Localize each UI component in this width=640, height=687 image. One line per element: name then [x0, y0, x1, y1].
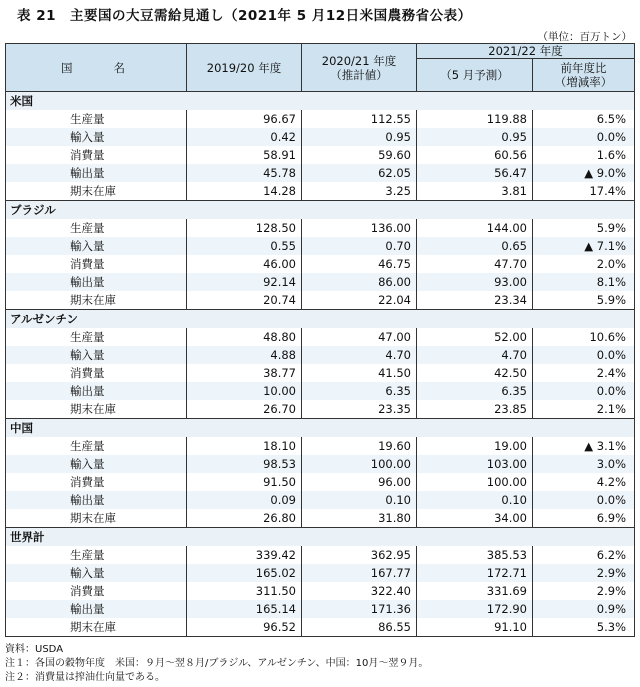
value-2019: 339.42	[187, 546, 302, 564]
value-change: 2.1%	[533, 400, 635, 419]
value-2020: 96.00	[302, 473, 417, 491]
item-label: 消費量	[70, 148, 105, 162]
value-2021: 34.00	[417, 509, 533, 528]
value-2020: 62.05	[302, 164, 417, 182]
value-2021: 4.70	[417, 346, 533, 364]
value-2020: 100.00	[302, 455, 417, 473]
table-row	[6, 600, 635, 618]
value-change: 5.3%	[533, 618, 635, 637]
value-2019: 58.91	[187, 146, 302, 164]
note-2: 注２：消費量は搾油仕向量である。	[5, 672, 165, 683]
group-row	[6, 201, 635, 220]
value-change: 0.9%	[533, 600, 635, 618]
value-2020: 322.40	[302, 582, 417, 600]
value-change: 0.0%	[533, 491, 635, 509]
value-change: ▲ 7.1%	[533, 237, 635, 255]
item-label: 消費量	[70, 257, 105, 271]
table-row	[6, 128, 635, 146]
item-label: 輸出量	[6, 273, 187, 291]
value-2019: 165.02	[187, 564, 302, 582]
value-change: 6.9%	[533, 509, 635, 528]
value-2021: 331.69	[417, 582, 533, 600]
value-2019: 10.00	[187, 382, 302, 400]
table-row	[6, 582, 635, 600]
table-row	[6, 255, 635, 273]
item-label: 生産量	[70, 548, 105, 562]
value-2020: 167.77	[302, 564, 417, 582]
note-1: 注１：各国の穀物年度 米国：９月～翌８月/ブラジル、アルゼンチン、中国：10月～翌９月。	[5, 658, 429, 669]
value-2019: 96.67	[187, 110, 302, 128]
value-2021: 93.00	[417, 273, 533, 291]
item-label: 消費量	[70, 366, 105, 380]
value-change: 3.0%	[533, 455, 635, 473]
header-2020-line1: 2020/21 年度	[321, 53, 397, 68]
header-2020	[302, 44, 417, 92]
value-2019: 18.10	[187, 437, 302, 455]
header-2021-group: 2021/22 年度	[417, 44, 635, 59]
item-label: 生産量	[70, 439, 105, 453]
table-row	[6, 219, 635, 237]
value-2020: 0.70	[302, 237, 417, 255]
value-2019: 0.42	[187, 128, 302, 146]
value-2020: 47.00	[302, 328, 417, 346]
table-row	[6, 110, 635, 128]
table-row	[6, 618, 635, 637]
group-name: 世界計	[6, 528, 635, 547]
item-label: 生産量	[70, 330, 105, 344]
value-2019: 46.00	[187, 255, 302, 273]
value-2021: 172.71	[417, 564, 533, 582]
value-2021: 47.70	[417, 255, 533, 273]
value-change: 2.9%	[533, 582, 635, 600]
header-2019: 2019/20 年度	[187, 44, 302, 92]
value-2020: 0.95	[302, 128, 417, 146]
group-row	[6, 419, 635, 438]
table-row	[6, 146, 635, 164]
value-2020: 6.35	[302, 382, 417, 400]
value-2021: 6.35	[417, 382, 533, 400]
header-change	[533, 59, 635, 92]
value-2020: 86.00	[302, 273, 417, 291]
item-label: 輸出量	[6, 491, 187, 509]
value-2019: 0.09	[187, 491, 302, 509]
item-label: 生産量	[70, 221, 105, 235]
item-label: 輸出量	[6, 600, 187, 618]
table-row	[6, 473, 635, 491]
item-label: 期末在庫	[70, 293, 116, 307]
group-name: アルゼンチン	[6, 310, 635, 329]
value-2019: 92.14	[187, 273, 302, 291]
item-label: 輸入量	[6, 564, 187, 582]
value-2021: 23.85	[417, 400, 533, 419]
value-2019: 165.14	[187, 600, 302, 618]
value-change: 6.2%	[533, 546, 635, 564]
value-2019: 4.88	[187, 346, 302, 364]
item-label: 期末在庫	[70, 402, 116, 416]
value-2021: 172.90	[417, 600, 533, 618]
group-name: ブラジル	[6, 201, 635, 220]
value-2020: 3.25	[302, 182, 417, 201]
table-row	[6, 546, 635, 564]
table-row	[6, 182, 635, 201]
value-2020: 23.35	[302, 400, 417, 419]
group-row	[6, 92, 635, 111]
header-change-line2: （増減率）	[554, 75, 613, 89]
value-change: 2.0%	[533, 255, 635, 273]
table-row	[6, 346, 635, 364]
table-row	[6, 291, 635, 310]
value-2021: 144.00	[417, 219, 533, 237]
value-change: 5.9%	[533, 219, 635, 237]
item-label: 輸出量	[6, 382, 187, 400]
value-2020: 31.80	[302, 509, 417, 528]
value-2019: 14.28	[187, 182, 302, 201]
notes	[5, 643, 428, 685]
table-row	[6, 400, 635, 419]
value-2019: 48.80	[187, 328, 302, 346]
value-2021: 3.81	[417, 182, 533, 201]
soybean-supply-table	[5, 43, 635, 637]
value-2021: 23.34	[417, 291, 533, 310]
item-label: 期末在庫	[70, 511, 116, 525]
value-2021: 119.88	[417, 110, 533, 128]
value-change: ▲ 9.0%	[533, 164, 635, 182]
value-2020: 171.36	[302, 600, 417, 618]
item-label: 輸出量	[6, 164, 187, 182]
value-2021: 0.65	[417, 237, 533, 255]
item-label: 消費量	[70, 584, 105, 598]
value-change: 4.2%	[533, 473, 635, 491]
value-2021: 56.47	[417, 164, 533, 182]
value-change: 5.9%	[533, 291, 635, 310]
value-2020: 22.04	[302, 291, 417, 310]
value-change: 2.9%	[533, 564, 635, 582]
value-2021: 103.00	[417, 455, 533, 473]
item-label: 生産量	[70, 112, 105, 126]
value-2020: 136.00	[302, 219, 417, 237]
value-change: 10.6%	[533, 328, 635, 346]
table-row	[6, 509, 635, 528]
value-2021: 60.56	[417, 146, 533, 164]
value-change: 6.5%	[533, 110, 635, 128]
value-2021: 52.00	[417, 328, 533, 346]
group-name: 米国	[6, 92, 635, 111]
value-change: ▲ 3.1%	[533, 437, 635, 455]
value-2019: 38.77	[187, 364, 302, 382]
table-row	[6, 164, 635, 182]
value-change: 8.1%	[533, 273, 635, 291]
value-2021: 42.50	[417, 364, 533, 382]
table-row	[6, 328, 635, 346]
value-2019: 45.78	[187, 164, 302, 182]
value-2020: 59.60	[302, 146, 417, 164]
value-2021: 385.53	[417, 546, 533, 564]
value-change: 1.6%	[533, 146, 635, 164]
group-row	[6, 528, 635, 547]
value-2020: 86.55	[302, 618, 417, 637]
value-2019: 96.52	[187, 618, 302, 637]
value-2021: 19.00	[417, 437, 533, 455]
note-source: 資料：USDA	[5, 644, 64, 655]
item-label: 期末在庫	[70, 184, 116, 198]
value-2020: 4.70	[302, 346, 417, 364]
item-label: 輸入量	[6, 128, 187, 146]
table-row	[6, 237, 635, 255]
table-row	[6, 382, 635, 400]
value-change: 0.0%	[533, 346, 635, 364]
item-label: 期末在庫	[6, 618, 187, 637]
value-change: 0.0%	[533, 382, 635, 400]
item-label: 輸入量	[6, 346, 187, 364]
table-row	[6, 273, 635, 291]
value-2019: 91.50	[187, 473, 302, 491]
item-label: 輸入量	[6, 455, 187, 473]
value-2019: 98.53	[187, 455, 302, 473]
header-2021-forecast: （5 月予測）	[417, 59, 533, 92]
group-row	[6, 310, 635, 329]
table-row	[6, 437, 635, 455]
value-2021: 0.95	[417, 128, 533, 146]
value-2021: 91.10	[417, 618, 533, 637]
value-2020: 0.10	[302, 491, 417, 509]
value-change: 0.0%	[533, 128, 635, 146]
table-row	[6, 364, 635, 382]
table-row	[6, 455, 635, 473]
value-change: 17.4%	[533, 182, 635, 201]
value-2020: 112.55	[302, 110, 417, 128]
value-2019: 0.55	[187, 237, 302, 255]
value-2020: 46.75	[302, 255, 417, 273]
header-change-line1: 前年度比	[560, 61, 607, 75]
header-2020-line2: （推計値）	[330, 67, 388, 82]
value-2019: 128.50	[187, 219, 302, 237]
table-row	[6, 564, 635, 582]
value-2019: 20.74	[187, 291, 302, 310]
unit-label: （単位：百万トン）	[537, 31, 632, 43]
header-country: 国 名	[6, 44, 187, 92]
value-2019: 311.50	[187, 582, 302, 600]
item-label: 消費量	[70, 475, 105, 489]
value-change: 2.4%	[533, 364, 635, 382]
value-2020: 19.60	[302, 437, 417, 455]
value-2021: 0.10	[417, 491, 533, 509]
value-2021: 100.00	[417, 473, 533, 491]
table-title: 表 21 主要国の大豆需給見通し（2021年 5 月12日米国農務省公表）	[17, 8, 472, 24]
group-name: 中国	[6, 419, 635, 438]
table-row	[6, 491, 635, 509]
value-2019: 26.80	[187, 509, 302, 528]
item-label: 輸入量	[6, 237, 187, 255]
value-2020: 362.95	[302, 546, 417, 564]
value-2020: 41.50	[302, 364, 417, 382]
value-2019: 26.70	[187, 400, 302, 419]
